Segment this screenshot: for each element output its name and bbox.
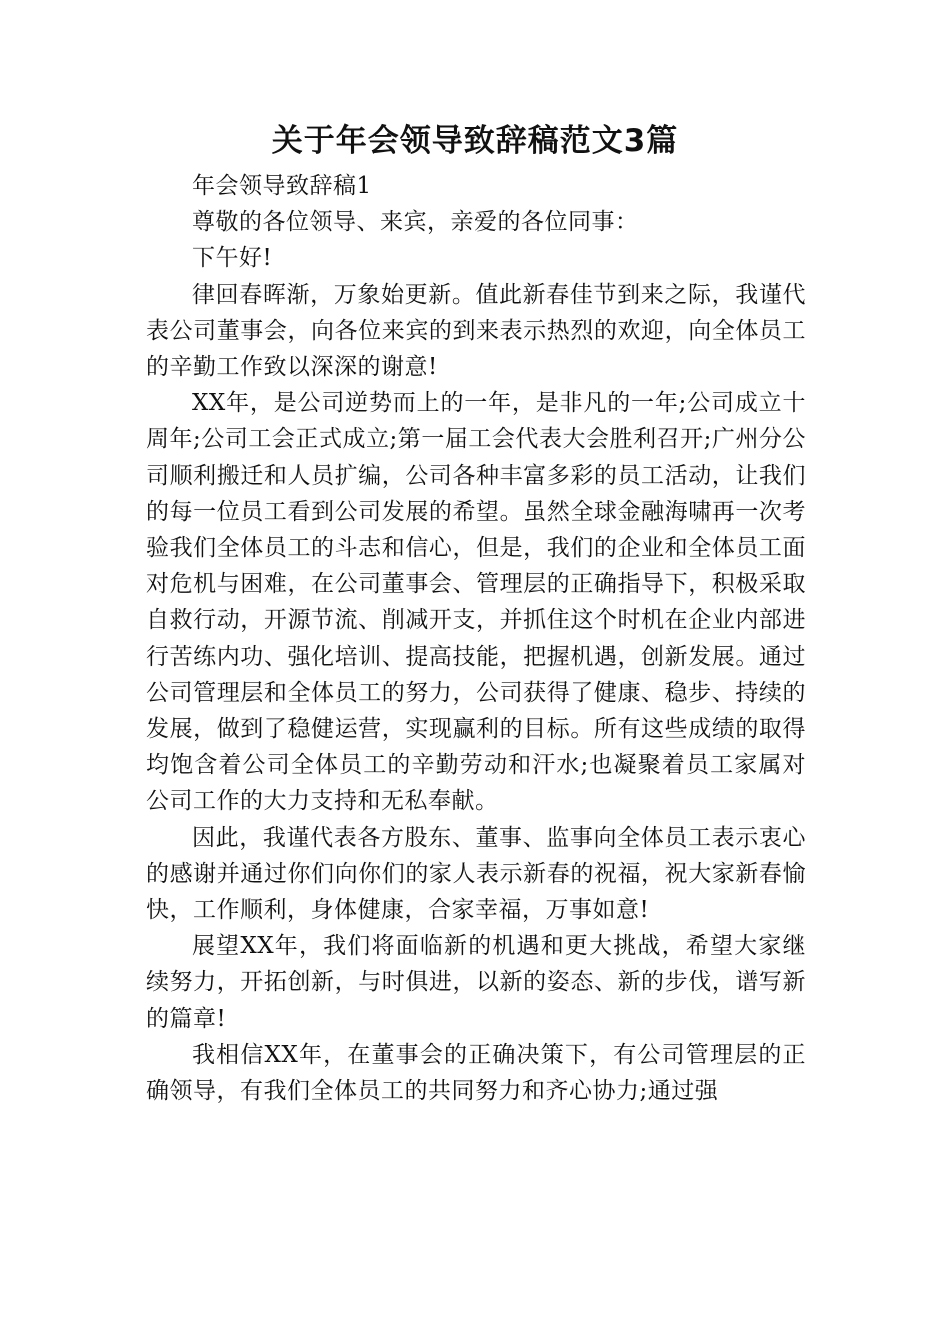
salutation-paragraph: 尊敬的各位领导、来宾，亲爱的各位同事：: [192, 209, 639, 236]
body-paragraph: XX年，是公司逆势而上的一年，是非凡的一年;公司成立十周年;公司工会正式成立;第一届工会代表大会胜利召开;广州分公司顺利搬迁和人员扩编，公司各种丰富多彩的员工活动，让我们的每一位员工看到公司发展的希望。虽然全球金融海啸再一次考验我们全体员工的斗志和信心，但是，我们的企业和全体员工面对危机与困难，在公司董事会、管理层的正确指导下，积极采取自救行动，开源节流、削减开支，并抓住这个时机在企业内部进行苦练内功、强化培训、提高技能，把握机遇，创新发展。通过公司管理层和全体员工的努力，公司获得了健康、稳步、持续的发展，做到了稳健运营，实现赢利的目标。所有这些成绩的取得均饱含着公司全体员工的辛勤劳动和汗水;也凝聚着员工家属对公司工作的大力支持和无私奉献。: [146, 390, 806, 815]
greeting-paragraph: 下午好!: [192, 245, 273, 272]
document-title: 关于年会领导致辞稿范文3篇: [271, 123, 679, 159]
subtitle-paragraph: 年会领导致辞稿1: [192, 173, 372, 199]
body-paragraph: 律回春晖渐，万象始更新。值此新春佳节到来之际，我谨代表公司董事会，向各位来宾的到来表示热烈的欢迎，向全体员工的辛勤工作致以深深的谢意!: [146, 281, 806, 381]
document-body: [146, 168, 806, 1109]
body-paragraph: 展望XX年，我们将面临新的机遇和更大挑战，希望大家继续努力，开拓创新，与时俱进，以新的姿态、新的步伐，谱写新的篇章!: [146, 933, 806, 1032]
body-paragraph: 我相信XX年，在董事会的正确决策下，有公司管理层的正确领导，有我们全体员工的共同努力和齐心协力;通过强: [146, 1041, 806, 1105]
body-paragraph: 因此，我谨代表各方股东、董事、监事向全体员工表示衷心的感谢并通过你们向你们的家人表示新春的祝福，祝大家新春愉快，工作顺利，身体健康，合家幸福，万事如意!: [146, 824, 806, 924]
